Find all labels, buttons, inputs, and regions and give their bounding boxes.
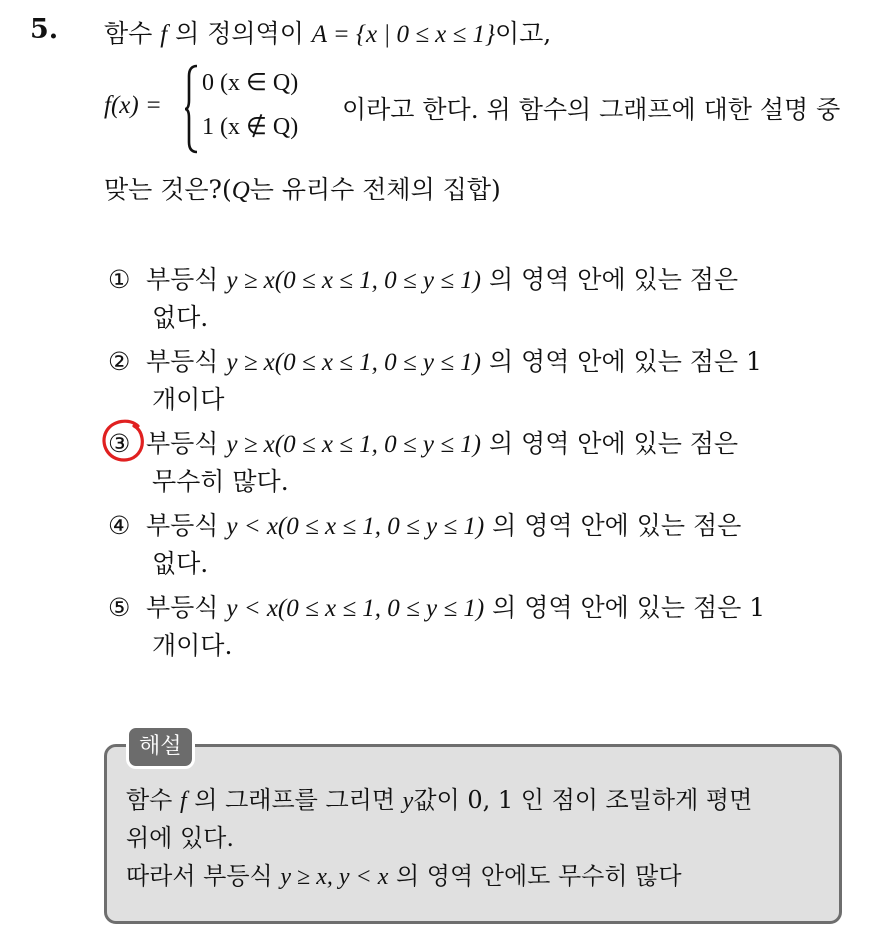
solution-tag: 해설 (126, 725, 195, 769)
option-text: 부등식 (145, 347, 227, 376)
option-continuation: 없다. (152, 549, 209, 578)
option-continuation: 개이다 (152, 385, 225, 414)
option-text: 의 영역 안에 있는 점은 (481, 265, 739, 294)
option-math: y < x(0 ≤ x ≤ 1, 0 ≤ y ≤ 1) (226, 595, 485, 622)
left-brace-icon (184, 64, 198, 154)
case-irrational: 1 (x ∉ Q) (202, 114, 299, 140)
option-math: y < x(0 ≤ x ≤ 1, 0 ≤ y ≤ 1) (226, 513, 485, 540)
piecewise-function (104, 62, 884, 162)
answer-circle-stroke (104, 421, 142, 460)
case-rational: 0 (x ∈ Q) (202, 70, 299, 96)
question-line-3 (104, 170, 501, 206)
option-math: y ≥ x(0 ≤ x ≤ 1, 0 ≤ y ≤ 1) (226, 431, 481, 458)
solution-line-3 (126, 856, 682, 891)
option-5[interactable] (108, 588, 765, 624)
q-text: 는 유리수 전체의 집합) (249, 175, 501, 204)
q-math-f: f (160, 21, 168, 48)
s-math: y ≥ x, y < x (280, 864, 389, 890)
option-2[interactable] (108, 342, 762, 378)
option-math: y ≥ x(0 ≤ x ≤ 1, 0 ≤ y ≤ 1) (226, 267, 481, 294)
option-3[interactable] (108, 424, 738, 460)
option-continuation: 개이다. (152, 631, 233, 660)
solution-line-2: 위에 있다. (126, 824, 234, 852)
q-text: 의 정의역이 (167, 19, 312, 48)
option-4[interactable] (108, 506, 741, 542)
option-text: 부등식 (145, 511, 227, 540)
domain-set: A = {x | 0 ≤ x ≤ 1} (311, 21, 495, 48)
q-text: 맞는 것은?( (104, 175, 232, 204)
s-math: f (180, 788, 187, 814)
option-math: y ≥ x(0 ≤ x ≤ 1, 0 ≤ y ≤ 1) (226, 349, 481, 376)
q-text: 이라고 한다. 위 함수의 그래프에 대한 설명 중 (342, 95, 841, 124)
q-text: 이고, (495, 19, 552, 48)
solution-line-1 (126, 780, 752, 815)
option-text: 부등식 (145, 265, 227, 294)
option-number: ⑤ (108, 593, 131, 622)
s-text: 의 영역 안에도 무수히 많다 (388, 862, 682, 890)
question-line-1 (104, 14, 551, 50)
option-text: 의 영역 안에 있는 점은 1 (481, 347, 762, 376)
option-continuation: 무수히 많다. (152, 467, 289, 496)
option-text: 의 영역 안에 있는 점은 (484, 511, 742, 540)
option-number: ④ (108, 511, 131, 540)
s-math: y (402, 788, 414, 814)
function-lhs: f(x) = (104, 92, 162, 119)
option-text: 부등식 (145, 593, 227, 622)
s-text: 함수 (126, 786, 180, 814)
option-text: 부등식 (145, 429, 227, 458)
s-text: 값이 0, 1 인 점이 조밀하게 평면 (413, 786, 753, 814)
q-text: 함수 (104, 19, 161, 48)
q-math-Q: Q (231, 177, 250, 204)
option-text: 의 영역 안에 있는 점은 (481, 429, 739, 458)
answer-circle-icon (100, 418, 148, 464)
s-text: 따라서 부등식 (126, 862, 281, 890)
question-number: 5. (30, 14, 59, 45)
option-continuation: 없다. (152, 303, 209, 332)
option-number: ② (108, 347, 131, 376)
s-text: 의 그래프를 그리면 (186, 786, 403, 814)
option-number: ① (108, 265, 131, 294)
option-number: ③ (108, 429, 131, 458)
option-1[interactable] (108, 260, 738, 296)
option-text: 의 영역 안에 있는 점은 1 (484, 593, 766, 622)
